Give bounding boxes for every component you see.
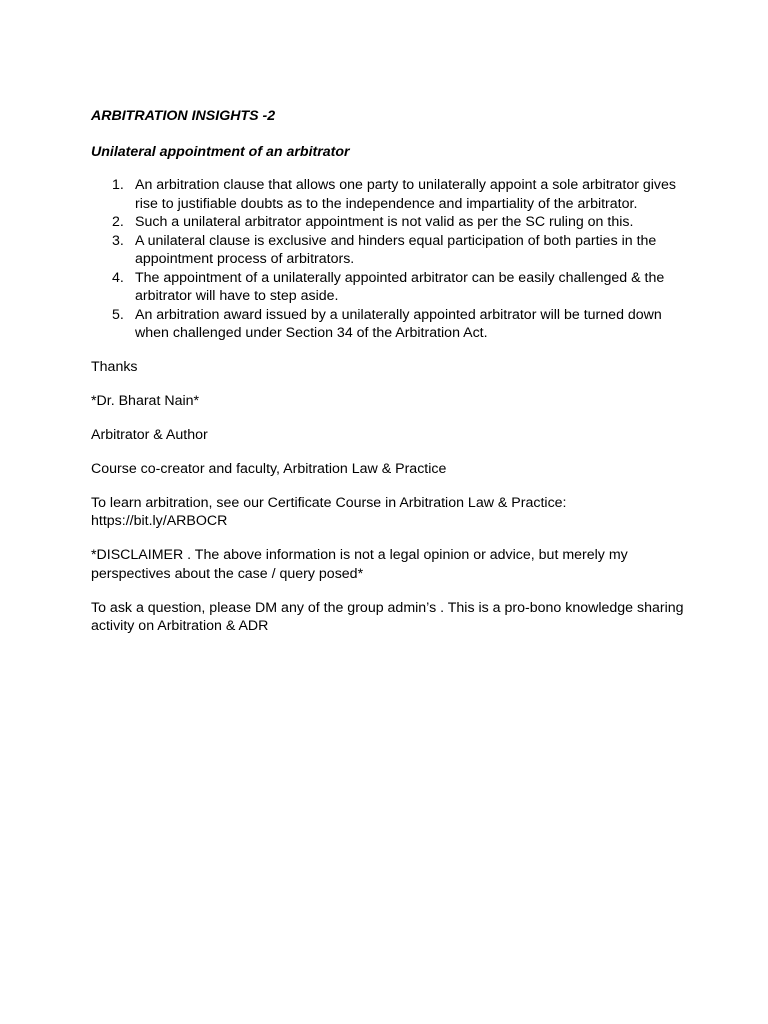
thanks-text: Thanks [91, 358, 138, 375]
list-item [91, 269, 691, 306]
contact-text: To ask a question, please DM any of the group admin’s . This is a pro-bono knowledge sharing activity on Arbitration & ADR [91, 599, 684, 634]
list-item-number: 2. [112, 214, 124, 230]
list-item-text: The appointment of a unilaterally appointed arbitrator can be easily challenged & the arbitrator will have to step aside. [135, 269, 665, 304]
document-body [91, 107, 691, 651]
list-item [91, 232, 691, 269]
list-item-number: 5. [112, 306, 124, 323]
course-info [91, 494, 691, 531]
course-line: To learn arbitration, see our Certificate Course in Arbitration Law & Practice: [91, 494, 567, 511]
document-title: ARBITRATION INSIGHTS -2 [91, 108, 276, 124]
disclaimer-text: *DISCLAIMER . The above information is not a legal opinion or advice, but merely my perspectives about the case / query posed* [91, 547, 628, 582]
list-item-text: An arbitration clause that allows one party to unilaterally appoint a sole arbitrator gives rise to justifiable doubts as to the independence and impartiality of the arbitrator. [135, 177, 677, 212]
document-subtitle: Unilateral appointment of an arbitrator [91, 143, 350, 160]
points-list [91, 176, 691, 343]
author-role: Arbitrator & Author [91, 426, 208, 443]
list-item-number: 4. [112, 269, 124, 286]
list-item-number: 1. [112, 177, 124, 193]
list-item [91, 176, 691, 213]
list-item [91, 213, 691, 232]
course-link[interactable]: https://bit.ly/ARBOCR [91, 513, 228, 529]
list-item-text: Such a unilateral arbitrator appointment is not valid as per the SC ruling on this. [135, 214, 634, 230]
author-name: *Dr. Bharat Nain* [91, 392, 200, 409]
list-item-text: An arbitration award issued by a unilaterally appointed arbitrator will be turned down when challenged under Section 34 of the Arbitration Act. [135, 306, 662, 341]
list-item [91, 306, 691, 343]
list-item-number: 3. [112, 232, 124, 249]
course-role: Course co-creator and faculty, Arbitration Law & Practice [91, 460, 447, 477]
list-item-text: A unilateral clause is exclusive and hinders equal participation of both parties in the appointment process of arbitrators. [135, 232, 657, 267]
